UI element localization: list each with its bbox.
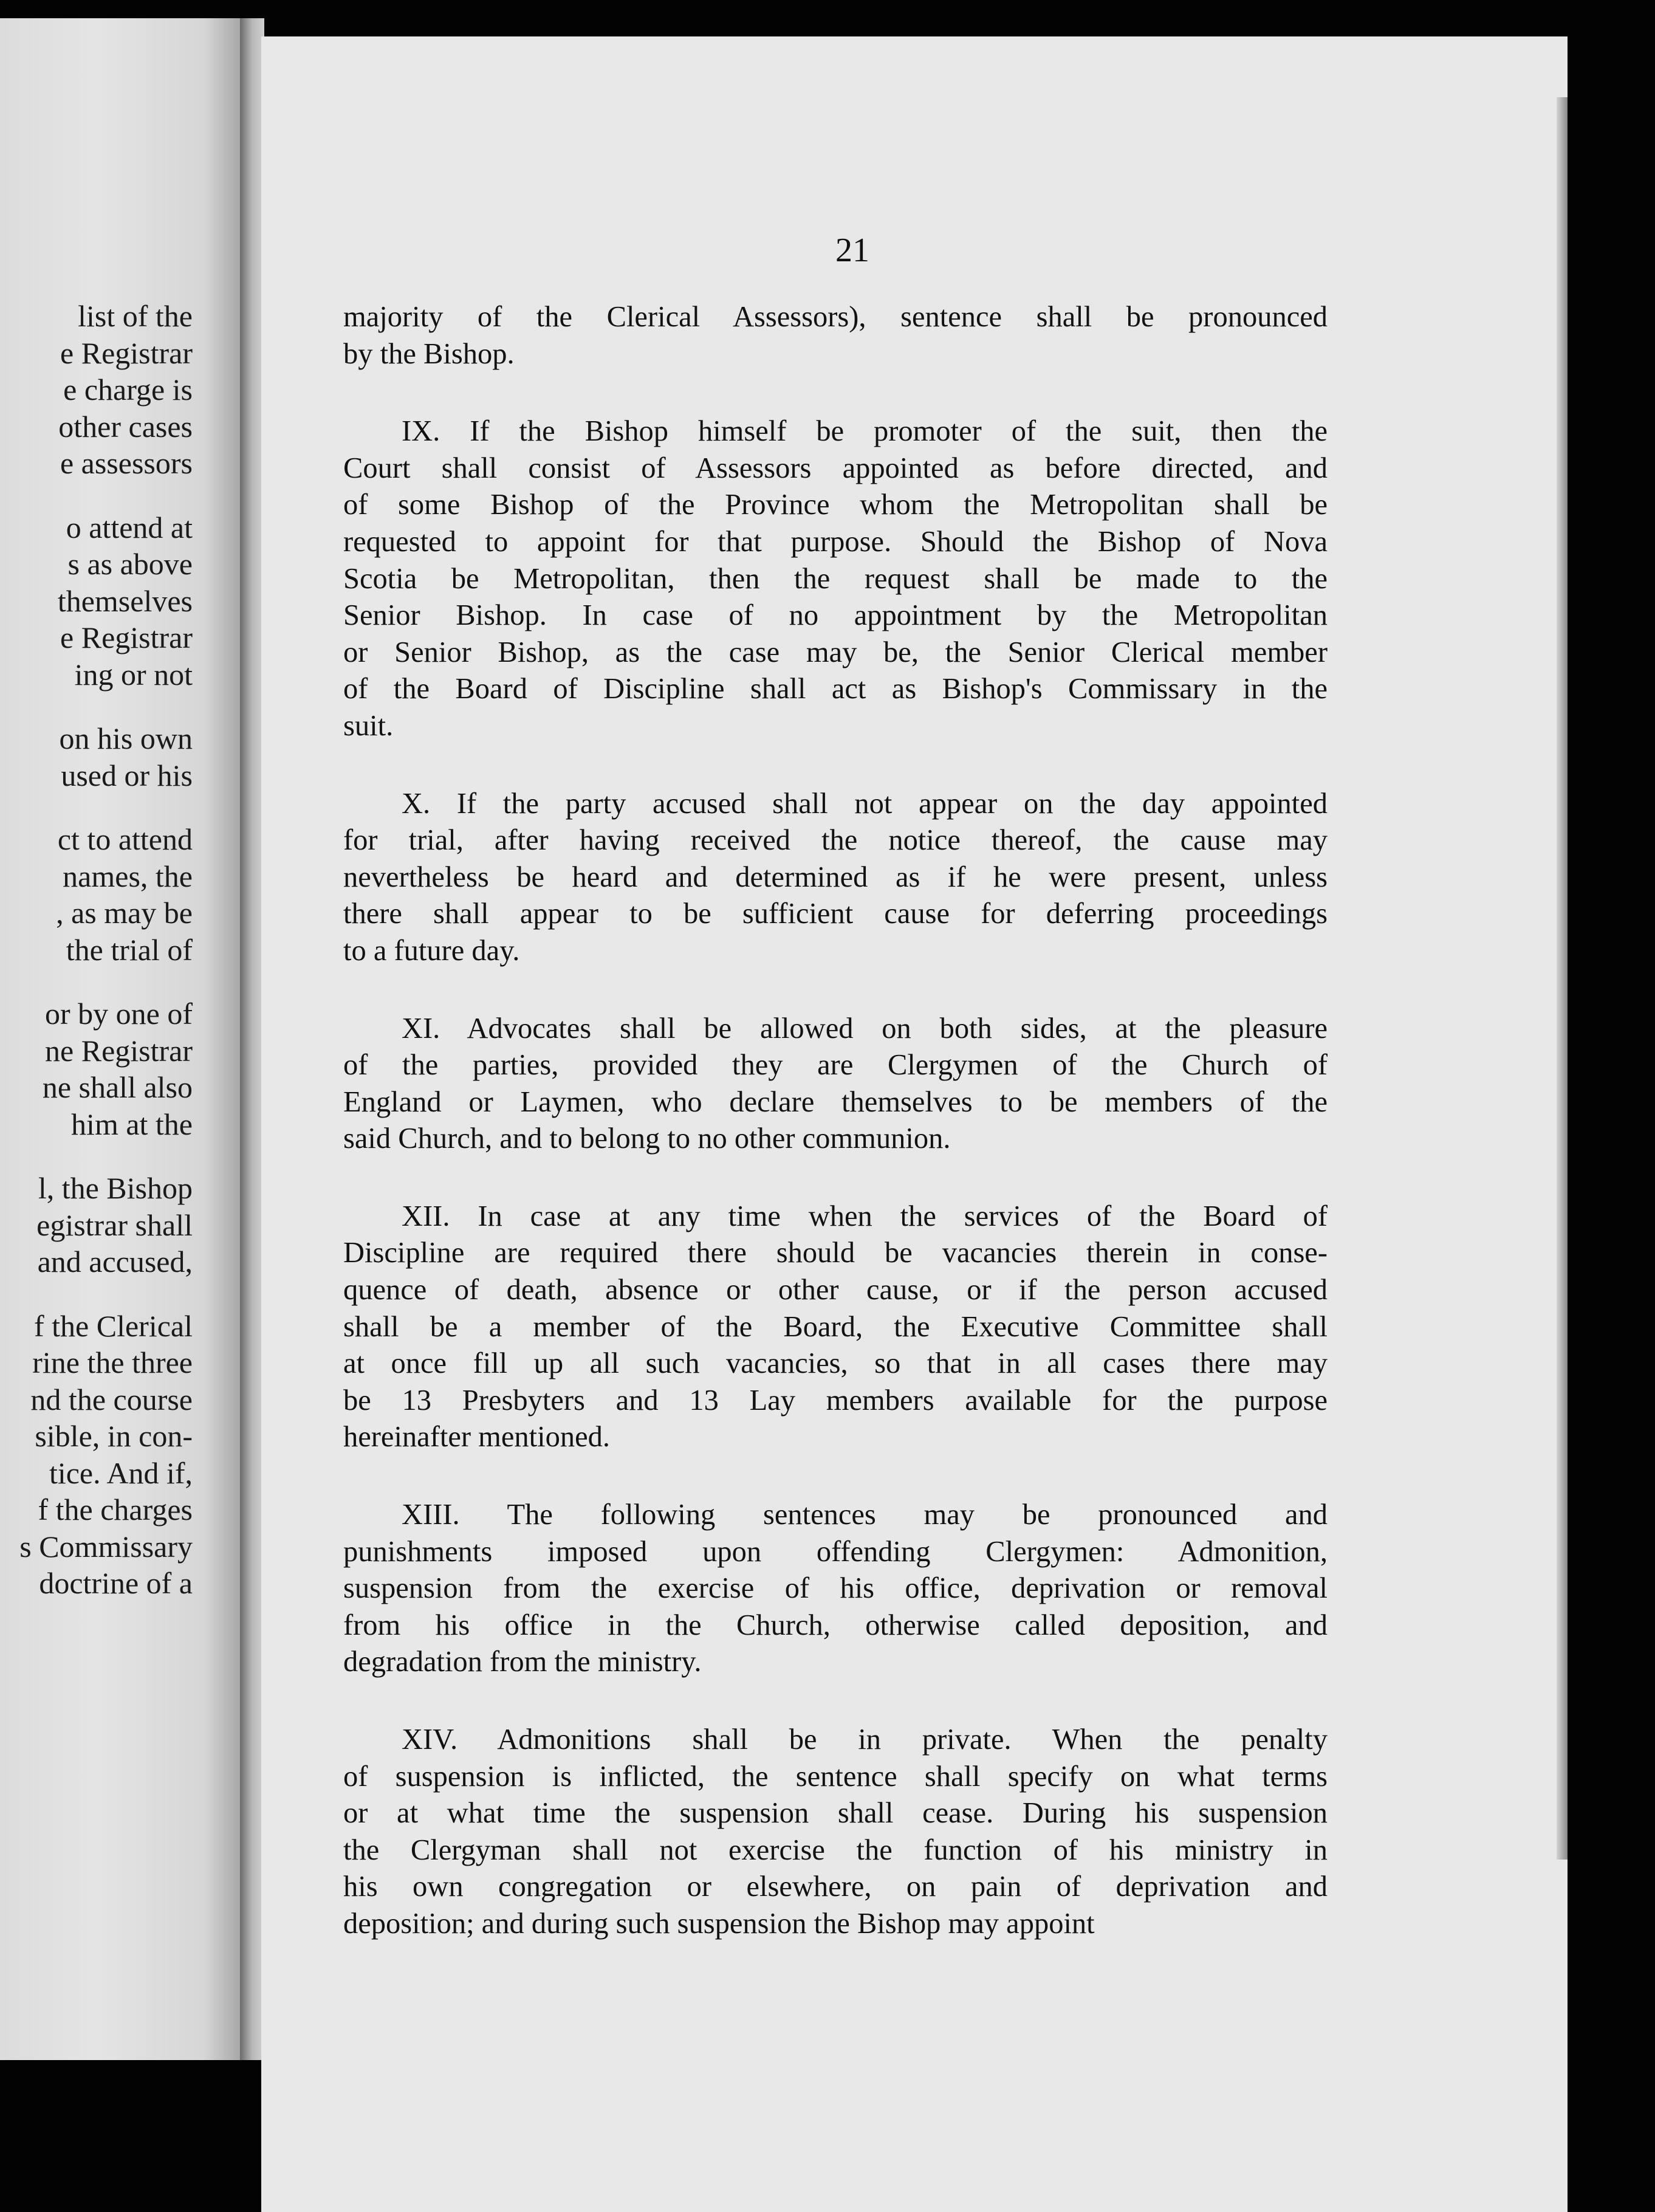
text-line: for trial, after having received the notice thereof, the cause may	[343, 824, 1328, 857]
body-text	[343, 299, 1328, 1943]
text-line: or Senior Bishop, as the case may be, the Senior Clerical member	[343, 636, 1328, 668]
facing-page-line: used or his	[61, 758, 193, 792]
text-line: said Church, and to belong to no other communion.	[343, 1122, 951, 1155]
paragraph-xiii	[343, 1497, 1328, 1681]
facing-page-line: ing or not	[74, 657, 193, 692]
facing-page-line: nd the course	[30, 1382, 193, 1417]
text-line: of the parties, provided they are Clergymen of the Church of	[343, 1049, 1328, 1082]
text-line: by the Bishop.	[343, 337, 515, 370]
text-line: X. If the party accused shall not appear on the day appointed	[402, 787, 1328, 820]
facing-page-line: s as above	[67, 547, 193, 581]
facing-page-line: e assessors	[60, 446, 193, 480]
text-line: degradation from the ministry.	[343, 1646, 702, 1678]
facing-page-line: rine the three	[32, 1345, 193, 1379]
text-line: Discipline are required there should be vacancies therein in conse-	[343, 1237, 1328, 1269]
paragraph-x	[343, 786, 1328, 970]
text-line: XI. Advocates shall be allowed on both sides, at the pleasure	[402, 1012, 1328, 1045]
text-line: Senior Bishop. In case of no appointment by the Metropolitan	[343, 599, 1328, 632]
facing-page-line: other cases	[58, 409, 193, 444]
text-line: requested to appoint for that purpose. Should the Bishop of Nova	[343, 525, 1328, 558]
paragraph-xi	[343, 1011, 1328, 1158]
facing-page-line: ne Registrar	[45, 1033, 193, 1068]
facing-page-line: e charge is	[63, 373, 193, 407]
facing-page-line: the trial of	[66, 932, 193, 967]
facing-page-line: s Commissary	[19, 1529, 193, 1564]
paragraph-continuation	[343, 299, 1328, 373]
facing-page-line: themselves	[57, 583, 193, 618]
text-line: to a future day.	[343, 934, 520, 967]
text-line: the Clergyman shall not exercise the function of his ministry in	[343, 1833, 1328, 1866]
page	[261, 36, 1568, 2212]
facing-page-line: egistrar shall	[36, 1207, 193, 1242]
text-line: XII. In case at any time when the services of the Board of	[402, 1200, 1328, 1232]
text-line: there shall appear to be sufficient cause for deferring proceedings	[343, 898, 1328, 930]
text-line: of some Bishop of the Province whom the Metropolitan shall be	[343, 489, 1328, 521]
text-line: deposition; and during such suspension the Bishop may appoint	[343, 1907, 1095, 1940]
paragraph-xiv	[343, 1722, 1328, 1943]
book-gutter	[240, 18, 264, 2060]
text-line: nevertheless be heard and determined as if he were present, unless	[343, 860, 1328, 893]
facing-page-line: ct to attend	[57, 822, 193, 856]
text-line: shall be a member of the Board, the Executive Committee shall	[343, 1310, 1328, 1343]
text-line: Court shall consist of Assessors appointed as before directed, and	[343, 452, 1328, 484]
text-line: majority of the Clerical Assessors), sentence shall be pronounced	[343, 301, 1328, 333]
text-line: or at what time the suspension shall cease. During his suspension	[343, 1797, 1328, 1830]
facing-page-line: him at the	[71, 1107, 193, 1141]
facing-page-line: doctrine of a	[39, 1566, 193, 1600]
paragraph-ix	[343, 413, 1328, 744]
facing-page-line: ne shall also	[42, 1070, 193, 1104]
text-line: England or Laymen, who declare themselves to be members of the	[343, 1085, 1328, 1118]
facing-page-line: e Registrar	[60, 620, 193, 654]
facing-page-line: l, the Bishop	[38, 1171, 193, 1205]
facing-page-line: f the charges	[38, 1492, 193, 1527]
facing-page-line: , as may be	[56, 896, 193, 930]
scan-speck	[1561, 486, 1566, 492]
facing-page-line: f the Clerical	[34, 1308, 193, 1343]
paragraph-xii	[343, 1198, 1328, 1456]
text-line: suspension from the exercise of his office, deprivation or removal	[343, 1572, 1328, 1605]
text-line: suit.	[343, 709, 394, 742]
facing-page-line: sible, in con-	[35, 1419, 193, 1453]
facing-page-line: list of the	[78, 299, 193, 333]
text-line: quence of death, absence or other cause, or if the person accused	[343, 1274, 1328, 1307]
facing-page-line: and accused,	[37, 1245, 193, 1279]
text-line: of suspension is inflicted, the sentence shall specify on what terms	[343, 1760, 1328, 1793]
text-line: XIV. Admonitions shall be in private. When the penalty	[402, 1723, 1328, 1756]
text-line: Scotia be Metropolitan, then the request shall be made to the	[343, 562, 1328, 595]
facing-page-line: tice. And if,	[49, 1455, 193, 1490]
facing-page-line: o attend at	[66, 510, 193, 544]
text-line: punishments imposed upon offending Clergymen: Admonition,	[343, 1535, 1328, 1568]
facing-page-line: names, the	[63, 859, 193, 893]
facing-page-line: e Registrar	[60, 335, 193, 370]
page-number: 21	[835, 232, 869, 269]
text-line: of the Board of Discipline shall act as Bishop's Commissary in the	[343, 673, 1328, 706]
text-line: be 13 Presbyters and 13 Lay members available for the purpose	[343, 1384, 1328, 1417]
facing-page-line: or by one of	[45, 997, 193, 1031]
text-line: IX. If the Bishop himself be promoter of the suit, then the	[402, 415, 1328, 448]
facing-page-line: on his own	[59, 721, 193, 755]
text-line: hereinafter mentioned.	[343, 1421, 610, 1454]
facing-page-fragment	[0, 18, 240, 2060]
text-line: from his office in the Church, otherwise called deposition, and	[343, 1609, 1328, 1641]
text-line: XIII. The following sentences may be pronounced and	[402, 1499, 1328, 1531]
text-line: his own congregation or elsewhere, on pain of deprivation and	[343, 1870, 1328, 1903]
text-line: at once fill up all such vacancies, so that in all cases there may	[343, 1347, 1328, 1380]
